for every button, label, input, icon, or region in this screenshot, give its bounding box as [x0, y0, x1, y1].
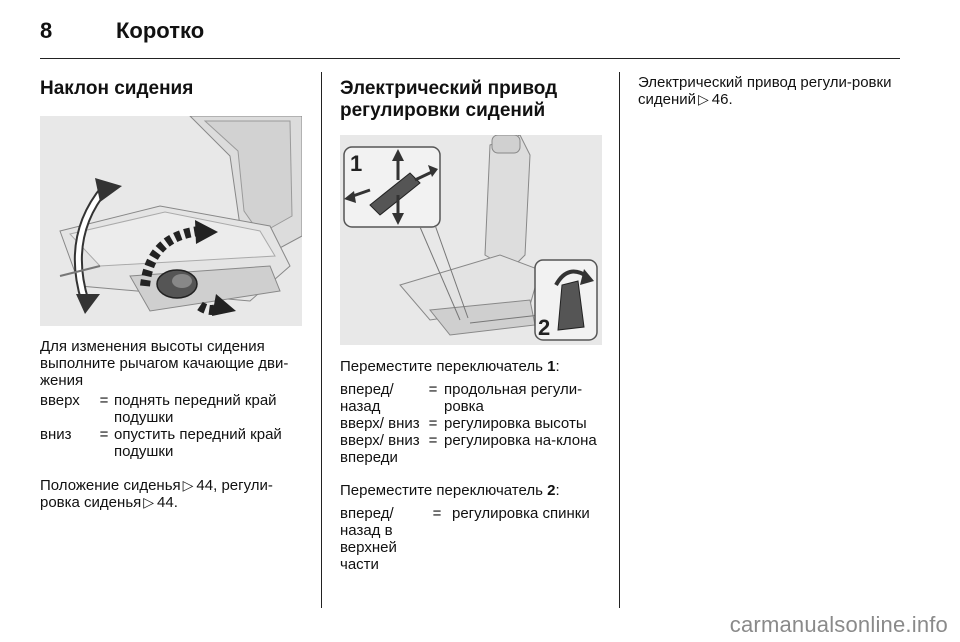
definition-term: вниз	[40, 426, 72, 443]
definition-description: регулировка спинки	[452, 505, 590, 522]
definition-row	[340, 432, 606, 466]
seat-tilt-drawing	[40, 116, 302, 326]
column-seat-tilt	[40, 72, 306, 511]
instruction-colon: :	[555, 358, 560, 375]
definition-term: вверх/ вниз впереди	[340, 432, 420, 466]
definition-description: регулировка на-клона	[444, 432, 597, 449]
definition-row	[340, 381, 606, 415]
definition-term: вверх	[40, 392, 80, 409]
header-rule	[40, 58, 900, 59]
reference-text: 44, регули-ровка сиденья	[40, 477, 273, 511]
definition-description: опустить передний край подушки	[114, 426, 282, 460]
page-header	[40, 18, 900, 48]
switch-number: 2	[547, 482, 556, 499]
column-electric-seat	[340, 72, 606, 573]
reference-page: 46.	[711, 91, 733, 108]
column-reference	[638, 72, 898, 108]
definition-equals: =	[428, 381, 438, 398]
seat-tilt-definitions	[40, 392, 306, 460]
callout-label-1: 1	[350, 151, 363, 176]
electric-seat-drawing	[340, 135, 602, 345]
seat-position-reference	[40, 477, 306, 511]
definition-term: вверх/ вниз	[340, 415, 420, 432]
column-divider-right	[619, 72, 620, 608]
xref-arrow-icon: ▷	[143, 494, 155, 510]
seat-tilt-illustration	[40, 116, 302, 326]
xref-arrow-icon: ▷	[182, 477, 194, 493]
reference-text: Электрический привод регули-ровки сидений	[638, 74, 892, 108]
definition-row	[340, 505, 606, 573]
watermark: carmanualsonline.info	[729, 612, 948, 637]
switch-2-definitions	[340, 505, 606, 573]
definition-row	[340, 415, 606, 432]
definition-equals: =	[432, 505, 442, 522]
switch-1-instruction	[340, 358, 606, 375]
section-heading-seat-tilt: Наклон сидения	[40, 78, 194, 99]
instruction-text: Переместите переключатель	[340, 482, 543, 499]
instruction-text: Переместите переключатель	[340, 358, 543, 375]
section-heading-electric-seat: Электрический привод регулировки сидений	[340, 78, 558, 121]
seat-tilt-instructions: Для изменения высоты сидения выполните рычагом качающие дви-жения	[40, 338, 289, 389]
switch-1-definitions	[340, 381, 606, 466]
definition-equals: =	[99, 392, 109, 409]
definition-description: поднять передний край подушки	[114, 392, 277, 426]
definition-equals: =	[428, 415, 438, 432]
callout-label-2: 2	[538, 315, 551, 340]
definition-term: вперед/ назад в верхней части	[340, 505, 397, 573]
reference-text: Положение сиденья	[40, 477, 181, 494]
page-number: 8	[40, 18, 53, 43]
definition-term: вперед/ назад	[340, 381, 394, 415]
instruction-colon: :	[555, 482, 560, 499]
electric-seat-reference	[638, 74, 898, 108]
definition-row	[40, 426, 306, 460]
switch-number: 1	[547, 358, 556, 375]
reference-page: 44.	[157, 494, 178, 511]
definition-description: продольная регули-ровка	[444, 381, 583, 415]
switch-2-instruction	[340, 482, 606, 499]
electric-seat-illustration	[340, 135, 602, 345]
definition-equals: =	[428, 432, 438, 449]
definition-description: регулировка высоты	[444, 415, 587, 432]
definition-row	[40, 392, 306, 426]
column-divider-left	[321, 72, 322, 608]
definition-equals: =	[99, 426, 109, 443]
page-title: Коротко	[116, 18, 205, 43]
xref-arrow-icon: ▷	[698, 91, 709, 107]
